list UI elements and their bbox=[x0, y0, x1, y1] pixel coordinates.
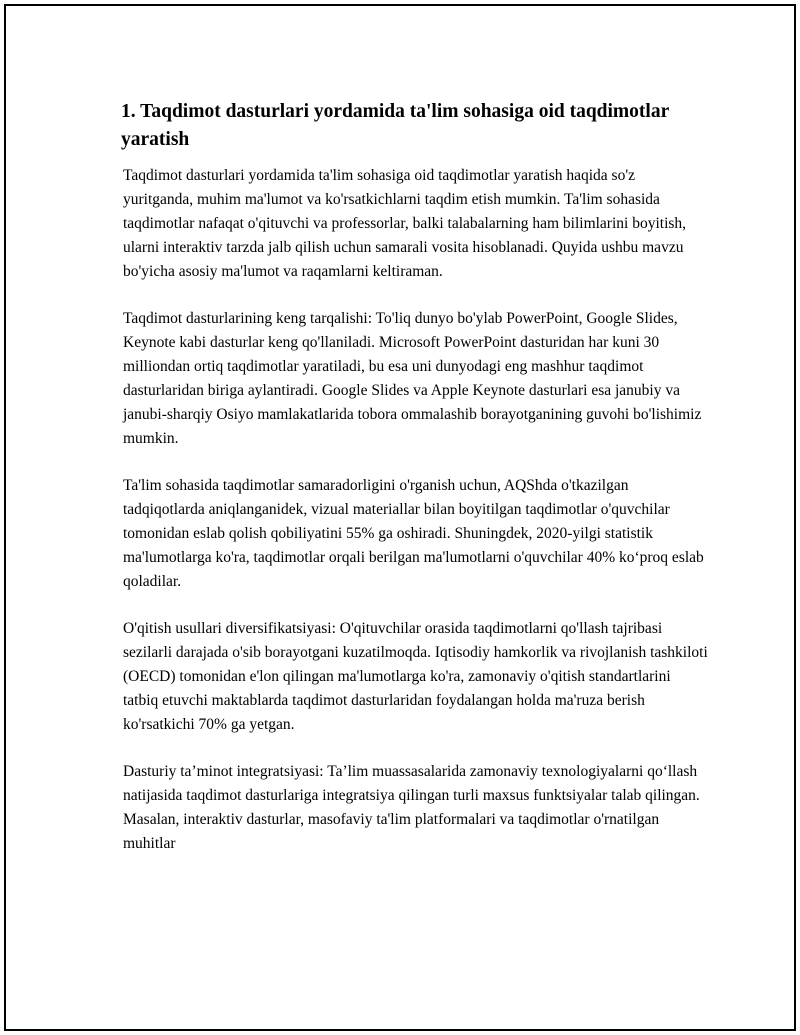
document-body bbox=[119, 98, 709, 879]
page-frame bbox=[4, 4, 796, 1031]
paragraph-effectiveness: Ta'lim sohasida taqdimotlar samaradorligini o'rganish uchun, AQShda o'tkazilgan tadqiqotlarda aniqlanganidek, vizual materiallar bilan boyitilgan taqdimotlar o'quvchilar tomonidan eslab qolish qobiliyatini 55% ga oshiradi. Shuningdek, 2020-yilgi statistik ma'lumotlarga ko'ra, taqdimotlar orqali berilgan ma'lumotlarni o'quvchilar 40% ko‘proq eslab qoladilar. bbox=[123, 477, 704, 590]
paragraph-software-integration: Dasturiy ta’minot integratsiyasi: Ta’lim muassasalarida zamonaviy texnologiyalarni qo‘llash natijasida taqdimot dasturlariga integratsiya qilingan turli maxsus funktsiyalar talab qilingan. Masalan, interaktiv dasturlar, masofaviy ta'lim platformalari va taqdimotlar o'rnatilgan muhitlar bbox=[123, 763, 700, 852]
section-heading: 1. Taqdimot dasturlari yordamida ta'lim sohasiga oid taqdimotlar yaratish bbox=[121, 101, 669, 150]
paragraph-teaching-methods: O'qitish usullari diversifikatsiyasi: O'qituvchilar orasida taqdimotlarni qo'llash tajribasi sezilarli darajada o'sib borayotgani kuzatilmoqda. Iqtisodiy hamkorlik va rivojlanish tashkiloti (OECD) tomonidan e'lon qilingan ma'lumotlarga ko'ra, zamonaviy o'qitish standartlarini tatbiq etuvchi maktablarda taqdimot dasturlaridan foydalangan holda ma'ruza berish ko'rsatkichi 70% ga yetgan. bbox=[123, 620, 708, 733]
paragraph-intro: Taqdimot dasturlari yordamida ta'lim sohasiga oid taqdimotlar yaratish haqida so'z yuritganda, muhim ma'lumot va ko'rsatkichlarni taqdim etish mumkin. Ta'lim sohasida taqdimotlar nafaqat o'qituvchi va professorlar, balki talabalarning ham bilimlarini boyitish, ularni interaktiv tarzda jalb qilish uchun samarali vosita hisoblanadi. Quyida ushbu mavzu bo'yicha asosiy ma'lumot va raqamlarni keltiraman. bbox=[123, 167, 687, 280]
paragraph-software-spread: Taqdimot dasturlarining keng tarqalishi: To'liq dunyo bo'ylab PowerPoint, Google Slides, Keynote kabi dasturlar keng qo'llaniladi. Microsoft PowerPoint dasturidan har kuni 30 milliondan ortiq taqdimotlar yaratiladi, bu esa uni dunyodagi eng mashhur taqdimot dasturlaridan biriga aylantiradi. Google Slides va Apple Keynote dasturlari esa janubiy va janubi-sharqiy Osiyo mamlakatlarida tobora ommalashib borayotganining guvohi bo'lishimiz mumkin. bbox=[123, 310, 702, 447]
